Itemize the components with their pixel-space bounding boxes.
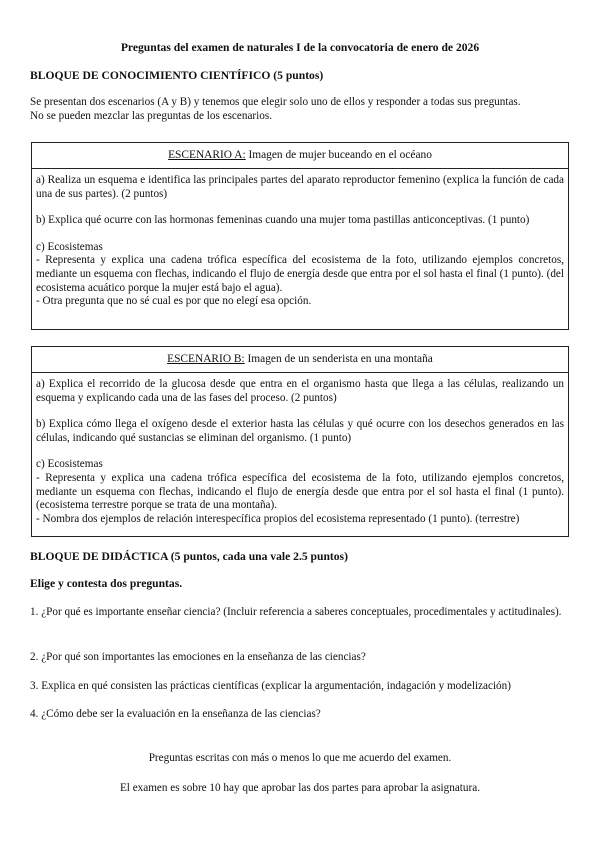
escenario-a-c-item-2: - Otra pregunta que no sé cual es por que no elegí esa opción. <box>36 295 312 308</box>
escenario-a-c-title: c) Ecosistemas <box>36 240 103 253</box>
escenario-a-c-item-1: - Representa y explica una cadena trófica específica del ecosistema de la foto, utilizando ejemplos concretos, mediante un esquema con flechas, indicando el flujo de energía desde que entra por el sol hasta el final (1 punto). (del ecosistema acuático porque la mujer está bajo el agua). <box>36 254 564 294</box>
escenario-b-question-c <box>36 458 564 526</box>
escenario-a-label: ESCENARIO A: <box>168 149 246 161</box>
escenario-a-box <box>31 142 569 330</box>
escenario-b-c-title: c) Ecosistemas <box>36 458 103 471</box>
escenario-a-desc: Imagen de mujer buceando en el océano <box>245 149 432 161</box>
escenario-a-body <box>32 169 568 313</box>
didactica-question-2: 2. ¿Por qué son importantes las emociones en la enseñanza de las ciencias? <box>30 651 366 663</box>
didactica-question-3: 3. Explica en qué consisten las prácticas científicas (explicar la argumentación, indagación y modelización) <box>30 680 511 692</box>
bloque-didactica-subheading: Elige y contesta dos preguntas. <box>30 577 183 590</box>
bloque-didactica-heading: BLOQUE DE DIDÁCTICA (5 puntos, cada una vale 2.5 puntos) <box>30 550 348 563</box>
bloque-conocimiento-intro <box>30 96 575 123</box>
escenario-a-header <box>32 143 568 169</box>
escenario-b-box <box>31 346 569 537</box>
footer-note-1: Preguntas escritas con más o menos lo que me acuerdo del examen. <box>148 752 452 764</box>
escenario-b-desc: Imagen de un senderista en una montaña <box>244 353 433 365</box>
footer-note-2: El examen es sobre 10 hay que aprobar las dos partes para aprobar la asignatura. <box>119 782 481 794</box>
escenario-b-question-a: a) Explica el recorrido de la glucosa desde que entra en el organismo hasta que llega a las células, realizando un esquema y explicando cada una de las fases del proceso. (2 puntos) <box>36 378 564 404</box>
escenario-b-body <box>32 373 568 530</box>
escenario-b-c-item-2: - Nombra dos ejemplos de relación interespecífica propios del ecosistema representado (1 punto). (terrestre) <box>36 512 520 525</box>
bloque-conocimiento-heading: BLOQUE DE CONOCIMIENTO CIENTÍFICO (5 puntos) <box>30 69 324 82</box>
didactica-question-1: 1. ¿Por qué es importante enseñar ciencia? (Incluir referencia a saberes conceptuales, procedimentales y actitudinales). <box>30 606 562 618</box>
escenario-b-header <box>32 347 568 373</box>
escenario-b-c-item-1: - Representa y explica una cadena trófica específica del ecosistema de la foto, utilizando ejemplos concretos, mediante un esquema con flechas, indicando el flujo de energía desde que entra por el sol hasta el final (1 punto). (ecosistema terrestre porque se trata de una montaña). <box>36 471 564 512</box>
escenario-a-question-a: a) Realiza un esquema e identifica las principales partes del aparato reproductor femenino (explica la función de cada una de sus partes). (2 puntos) <box>36 174 564 200</box>
escenario-b-question-b: b) Explica cómo llega el oxígeno desde el exterior hasta las células y qué ocurre con los desechos generados en las células, indicando qué sustancias se eliminan del organismo. (1 punto) <box>36 418 564 444</box>
escenario-a-question-c <box>36 241 564 309</box>
intro-line-2: No se pueden mezclar las preguntas de los escenarios. <box>30 109 272 122</box>
intro-line-1: Se presentan dos escenarios (A y B) y tenemos que elegir solo uno de ellos y responder a todas sus preguntas. <box>30 96 521 108</box>
escenario-a-question-b: b) Explica qué ocurre con las hormonas femeninas cuando una mujer toma pastillas anticonceptivas. (1 punto) <box>36 214 530 227</box>
page-title: Preguntas del examen de naturales I de la convocatoria de enero de 2026 <box>120 41 480 54</box>
didactica-question-4: 4. ¿Cómo debe ser la evaluación en la enseñanza de las ciencias? <box>30 708 321 720</box>
escenario-b-label: ESCENARIO B: <box>167 353 245 365</box>
